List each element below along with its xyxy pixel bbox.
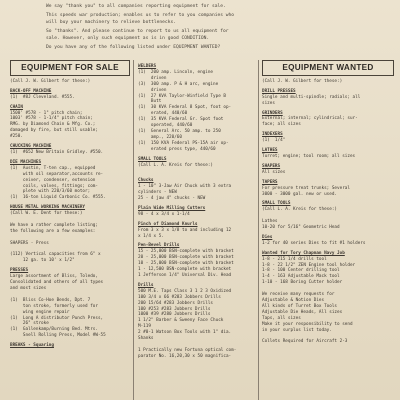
section-title: HOUSE METAL WORKING MACHINERY (10, 205, 86, 211)
listing-block (262, 201, 394, 231)
listing-block (262, 251, 394, 346)
equipment-wanted-header: EQUIPMENT WANTED (262, 60, 394, 76)
listing-line: (1) General Arc. 50 amp. to 250 (138, 128, 221, 134)
listing-line: 1 Jefferson 1/4" Universal Div. Head (138, 273, 232, 278)
listing-line: (1) Gallenkamp/Burning Bed. Mtrs. (10, 327, 98, 333)
listing-line: Turret; engine; tool room; all sizes (262, 153, 356, 159)
section-title: SMALL TOOLS (262, 201, 291, 207)
listing-line: cylinders - NEW (138, 190, 177, 196)
section-title: Dies (262, 234, 273, 240)
intro-line: This speeds war production; enables us to refer to you companies who will buy your machinery to relieve bottlenecks. (46, 13, 235, 25)
listing-block (10, 144, 130, 156)
section-title: WELDERS (138, 64, 157, 69)
section-title: DRILL PRESSES (262, 88, 296, 94)
listing-line: We have a rather complete listing; (10, 222, 98, 228)
listing-line: Shanks (138, 336, 154, 342)
listing-line: 1-2 for 40 series Dies to fit #1 holders (262, 240, 366, 246)
section-title: GRINDERS (262, 110, 283, 116)
listing-line: (1) Austin, T-ten cap., equipped (10, 165, 96, 171)
listing-line: erated, 440/60 (138, 111, 188, 117)
listing-line: ton stroke, formerly used for (10, 303, 98, 309)
listing-line: 1-8 - 100 Center drilling tool (262, 268, 340, 274)
listing-line: External; internal; cylindrical; sur- (262, 116, 358, 122)
listing-line: damaged by fire, but still usable; (10, 128, 98, 134)
listing-line: 1 Practically new Fortuna optical com- (138, 347, 237, 353)
listing-line: 100 3/4 x 66 #283 Jobbers Drills (138, 294, 221, 300)
listing-line: (Call L. A. Kreis for these:) (138, 162, 214, 168)
listing-line: Taps, all sizes (262, 315, 301, 321)
listing-line: (1) 30 KVA Federal 8 Spot, foot op- (138, 105, 232, 111)
listing-line: Butt (138, 99, 162, 105)
listing-block (262, 235, 394, 247)
listing-line (138, 168, 258, 174)
listing-block (138, 178, 258, 202)
listing-line: (1) 35 KVA Federal Gr. Spot foot (138, 117, 224, 123)
listing-line: coils, valves, fittings; com- (10, 183, 98, 189)
listing-line: Collets Required for Aircraft 2-3 (262, 339, 348, 345)
listing-block (262, 132, 394, 144)
listing-line: (1) Bliss Co-Hoe Bends, Dpt. 7 (10, 297, 91, 303)
listing-line: (1) 27 KVA Taylor-Winfield Type B (138, 93, 226, 99)
listing-block (138, 157, 258, 175)
listing-line: (112) Vertical capacities from 6" x (10, 252, 101, 258)
listing-line: Large assortment of Bliss, Toledo, (10, 274, 98, 280)
section-title: LATHES (262, 148, 278, 154)
listing-line: All kinds of Turret Box Tools (262, 303, 338, 309)
listing-block (138, 330, 258, 360)
column-divider (258, 60, 259, 400)
section-title: BACK-OFF MACHINE (10, 88, 52, 94)
section-title: SHAPERS (262, 163, 281, 169)
listing-block (10, 343, 130, 349)
listing-block (138, 243, 258, 273)
equipment-for-sale-header: EQUIPMENT FOR SALE (10, 60, 130, 76)
listing-line: (1) Long A distributor Punch Press, (10, 315, 104, 321)
section-title: Wanted for Tory Chapman Navy Job (262, 250, 345, 256)
listing-line: plete with 220/3/60 motor; (10, 189, 91, 195)
listing-line: 1-10 - 168 Boring Cutter holder (262, 280, 343, 286)
listing-line: All sizes (262, 169, 286, 175)
intro-line: So "thanks". And please continue to report to us all equipment for sale. However, only such equipment as is in good CONDITION. (46, 29, 229, 41)
listing-line: 100 #253 #283 Jobbers Drills (138, 306, 211, 312)
listing-line: 1500' #578 - 1" pitch chain; (10, 110, 83, 116)
listing-line: Lathes (262, 219, 278, 225)
listing-line: 1000 #39 #280 Jobbers Drills (138, 312, 211, 318)
listing-line: 1 1/2" Barber & Sweeny Face Chuck (138, 318, 224, 324)
listing-line: ceiver, condenser, extension (10, 177, 96, 183)
listing-line: driven (138, 87, 167, 93)
listing-line: Make it your responsibility to send (262, 321, 353, 327)
listing-line: in your surplus list today. (262, 327, 332, 333)
listing-line: 10-20 for 5/16" Geometric Head (262, 225, 340, 231)
listing-line: Adjustable Die Heads, All sizes (262, 309, 343, 315)
listing-line: 200 15/64 #283 Jobbers Drills (138, 300, 214, 306)
section-title: DIE MACHINES (10, 159, 42, 165)
listing-line: 1 - 12,500 BSN-complete with bracket (138, 267, 232, 273)
section-title: BREAKS - Squaring (10, 343, 54, 349)
column-welders-small-tools (138, 60, 258, 400)
section-title: Drills (138, 282, 154, 288)
listing-block (138, 273, 258, 279)
listing-line: 98 - 4 x 3/4 x 1-1/4 (138, 211, 190, 217)
section-title: Pinch of Diamond Knurls (138, 221, 198, 227)
listing-line: We receive many requests for (262, 292, 335, 298)
intro-line: We say "thank you" to all companies reporting equipment for sale. (46, 4, 226, 9)
listing-line: 25 - 4 jaw 4" chucks - NEW (138, 196, 206, 202)
listing-line: 10 - 25,000 BSN-complete with bracket (138, 261, 234, 267)
listing-line: RMG. by Diamond Chain & Mfg. Co.; (10, 122, 96, 128)
listing-line: operated, 440/60 (138, 123, 193, 129)
listing-line: 1-4 - 163 Adjustable Mack tool (262, 274, 340, 280)
listing-line: Consolidated and others of all types (10, 280, 104, 286)
listing-line: Single and multi-spindle; radials; all (262, 94, 361, 100)
listing-line: driven (138, 75, 167, 81)
listing-line: 1-8 - 22 1/2" ZEN Engine tool holder (262, 262, 356, 268)
section-title: CHAIN (10, 104, 23, 110)
listing-block (10, 105, 130, 140)
section-title: Chucks (138, 178, 154, 184)
listing-line: face; all sizes (262, 122, 301, 128)
listing-line: amp., 220/60 (138, 134, 182, 140)
contact-line: (Call J. W. Gilbert for these:) (262, 78, 343, 84)
listing-line: (1) 150 KVA Federal PS-15A air op- (138, 140, 229, 146)
listing-line: 500 M.E. Taps Class 3 1 2 3 Oxidized (138, 288, 232, 294)
listing-block (10, 89, 130, 101)
listing-line: Snell Rolling Press, Model #W-55 (10, 333, 106, 339)
listing-block (10, 205, 130, 264)
section-title: Plain Wide Milling Cutters (138, 205, 206, 211)
column-equipment-for-sale (10, 60, 130, 400)
intro-line: Do you have any of the following listed under EQUIPMENT WANTED? (46, 45, 221, 50)
listing-line: (1) 200 amp. Lincoln, engine (138, 69, 214, 75)
section-title: SMALL TOOLS (138, 156, 167, 162)
listing-line: sizes (262, 100, 275, 106)
listing-block (138, 318, 258, 330)
listing-line: 20 - 25,000 BSN-complete with bracket (138, 255, 234, 261)
listing-line: parator No. 16,20,30 x 50 magnifica- (138, 353, 232, 359)
listing-block (138, 64, 258, 153)
listing-line: wing engine repair (10, 309, 70, 315)
listing-line: (1) #8J Cleveland. #555. (10, 94, 75, 100)
listing-block (262, 148, 394, 160)
listing-block (262, 164, 394, 176)
listing-block (10, 268, 130, 339)
listing-line: 12 ga. to 10' x 1/2" (10, 258, 75, 264)
section-title: CHUCKING MACHINE (10, 144, 52, 150)
listing-line: (1) 1/4" (262, 138, 286, 144)
listing-line: M-119 (138, 324, 151, 330)
section-title: TAPERS (262, 179, 278, 185)
listing-block (138, 206, 258, 218)
contact-line: (Call J. W. Gilbert for these:) (10, 78, 91, 84)
listing-line: 26" stroke (10, 321, 49, 327)
listing-line: (3) 300 amp. P & H arc, engine (138, 81, 219, 87)
listing-line: 2 #0-1 Watson Box Tools with 1" dia. (138, 330, 232, 336)
listing-line: From 3 x 3 x 1/8 to and including 12 (138, 227, 232, 233)
listing-line: (1) 16-ton Liquid Carbonic Co. #555. (10, 195, 106, 201)
listing-line: Adjustable & Notion Dies (262, 298, 325, 303)
listing-block (262, 180, 394, 198)
listing-block (262, 89, 394, 107)
listing-line: For pressure treat trunks; Several (262, 185, 350, 191)
listing-line: #250. (10, 134, 23, 140)
listing-line: x 1/4 x 5. (138, 233, 164, 239)
column-equipment-wanted (262, 60, 394, 400)
listing-line: 3000 - 3000 gal. new or used. (262, 191, 338, 197)
section-title: INDEXERS (262, 132, 283, 138)
listing-line: erated press type, 440/60 (138, 146, 216, 152)
listing-block (138, 283, 258, 318)
listing-line: (Call L. A. Kreis for these:) (262, 207, 338, 213)
listing-line: 1 - 10" 3-Jaw Air Chuck with 3 extra (138, 184, 232, 190)
listing-block (262, 111, 394, 129)
listing-line: SHAPERS - Press (10, 240, 49, 246)
section-title: Pen-Bevel Drills (138, 243, 180, 249)
listing-line: (1) #652 New Britain Gridley. #550. (10, 149, 104, 155)
listing-line: (Call W. E. Dent for these:) (10, 211, 83, 217)
listing-line: 1-8 - 215 1/4 drills tool (262, 256, 327, 262)
intro-note (46, 3, 346, 53)
column-divider (133, 60, 134, 400)
listing-line: and most sizes (10, 286, 47, 291)
listing-line: 15 - 25,000 BSN-complete with bracket (138, 249, 234, 255)
listing-line: 1003' #578 - 1-1/4" pitch chain; (10, 116, 93, 122)
listing-line: the following are a few examples: (10, 228, 96, 234)
listing-line: with oil separator,accounts re- (10, 171, 104, 177)
listing-block (10, 160, 130, 201)
listing-block (138, 222, 258, 240)
section-title: PRESSES (10, 268, 29, 274)
